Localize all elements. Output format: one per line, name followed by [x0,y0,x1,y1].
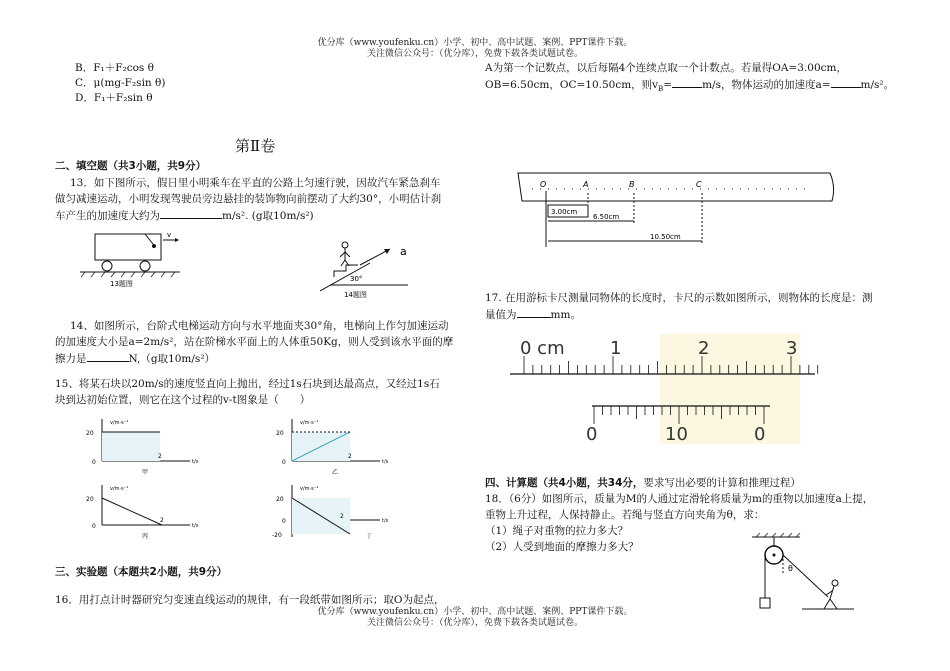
vt-x-label-bing: t/s [192,523,199,529]
header-line-1: 优分库（www.youfenku.cn）小学、初中、高中试题、案例、PPT课件下载。 [317,38,633,48]
q16-a-blank[interactable] [831,76,861,88]
footer-line-2: 关注微信公众号：（优分库），免费下载各类试题试卷。 [366,618,583,628]
vt-tick-0-yi: 0 [282,459,286,466]
q16-cont-line2 [485,76,894,97]
vt-y-label-ding: v/m·s⁻¹ [300,486,319,492]
vt-tick-0-bing: 0 [92,523,96,530]
d2-label: 6.50cm [593,213,620,221]
q14-line3-unit: N,（g取10m/s²） [128,353,216,365]
q13-line1: 13．如下图所示，假日里小明乘车在平直的公路上匀速行驶，因故汽车紧急刹车 [70,177,441,189]
tape-label-c: C [696,180,702,189]
vt-graph-bing [86,485,199,540]
theta-label: θ [788,564,793,573]
q16-cont-text-c: m/s，物体运动的加速度a= [702,79,831,91]
vt-name-yi: 乙 [332,469,339,476]
ceiling-hatch [756,533,800,537]
tape-outline [518,173,834,201]
q17-text-b: mm。 [550,309,581,321]
vernier-caliper [510,330,820,448]
q14-line2: 的加速度大小是a=2m/s²，站在阶梯水平面上的人体重50Kg，则人受到该水平面的摩 [55,336,454,348]
velocity-label: v [167,231,172,239]
weight-block [760,598,770,608]
tape-label-b: B [629,180,635,189]
escalator-incline [320,263,370,291]
accel-label: a [400,245,407,258]
q15-line2: 块到达初始位置，则它在这个过程的v-t图象是（ ） [55,394,311,406]
q16-cont-text-b: = [663,79,673,91]
man-head [832,580,838,586]
q14-line1: 14、如图所示，台阶式电梯运动方向与水平地面夹30°角，电梯向上作匀加速运动 [70,320,449,332]
q17-line1: 17. 在用游标卡尺测量同物体的长度时，卡尺的示数如图所示，则物体的长度是：测 [485,292,873,304]
q18-sub1: （1）绳子对重物的拉力多大？ [485,525,629,537]
q17-line2 [485,306,581,323]
vt-name-ding: 丁 [366,533,373,540]
main-label-0cm: 0 cm [520,338,565,359]
vernier-label-0b: 0 [754,424,766,445]
vt-x-label-yi: t/s [382,459,389,465]
volume-title: 第Ⅱ卷 [235,137,276,155]
vt-y-label-jia: v/m·s⁻¹ [110,420,129,426]
vernier-label-0: 0 [586,424,598,445]
q18-line1: 18．（6分）如图所示，质量为M的人通过定滑轮将质量为m的重物以加速度a上提， [485,493,874,505]
main-label-2: 2 [698,338,710,359]
truck-wheel-front [140,261,150,271]
section4-title: 四、计算题（共4小题，共34分， [485,477,644,489]
section3-title: 三、实验题（本题共2小题，共9分） [55,566,228,578]
vt-y-label-bing: v/m·s⁻¹ [110,486,129,492]
footer-line-1: 优分库（www.youfenku.cn）小学、初中、高中试题、案例、PPT课件下载。 [317,607,633,617]
q16-cont-text-a: OB=6.50cm，OC=10.50cm，则v [485,79,659,91]
vt-name-jia: 甲 [142,469,149,476]
truck-wheel-rear [102,261,112,271]
q16-vb-blank[interactable] [672,76,702,88]
ground-hatch [81,272,175,277]
main-label-1: 1 [610,338,622,359]
q18-line2: 重物上升过程，人保持静止。若绳与竖直方向夹角为θ，求： [485,509,765,521]
vt-name-bing: 丙 [142,533,149,540]
q13-answer-blank[interactable] [160,207,222,219]
vt-tick-2-bing: 2 [160,517,164,524]
ornament-bob [152,244,156,248]
q13-line2: 做匀减速运动，小明发现驾驶员旁边悬挂的装饰物向前摆动了大约30°，小明估计刹 [55,193,442,205]
q16-cont-text-d: m/s²。 [860,79,895,91]
vt-tick-2-jia: 2 [158,453,162,460]
section4-title-note: 要求写出必要的计算和推理过程） [643,477,801,489]
vt-tick-m20-ding: -20 [272,532,282,539]
main-label-3: 3 [786,338,798,359]
d1-label: 3.00cm [551,208,578,216]
vt-tick-2-yi: 2 [348,453,352,460]
q16-line1: 16．用打点计时器研究匀变速直线运动的规律，有一段纸带如图所示；取O为起点， [55,594,445,606]
q14-line3-text: 擦力是 [55,353,87,365]
pulley-axle [773,554,776,557]
vt-tick-20-jia: 20 [86,430,94,437]
vt-tick-2-ding: 2 [340,513,344,520]
truck-body [95,234,161,260]
q17-text-a: 量值为 [485,309,517,321]
option-d: D．F₁＋F₂sin θ [75,92,153,104]
fig14-caption: 14题图 [344,291,367,299]
rope-slanted [783,555,828,597]
figure-13 [75,228,190,290]
fig13-caption: 13题图 [110,280,133,288]
tape-label-a: A [583,180,589,189]
q13-line3-unit: m/s². (g取10m/s²) [222,210,314,222]
vt-graph-ding [272,485,389,540]
ornament-string [145,234,153,244]
vt-tick-0-jia: 0 [92,459,96,466]
vt-tick-20-bing: 20 [86,496,94,503]
vt-graph-jia [86,419,199,476]
vernier-label-10: 10 [665,424,688,445]
figure-14 [320,233,420,301]
q14-line3 [55,350,215,367]
vt-tick-20-yi: 20 [276,430,284,437]
q18-sub2: （2）人受到地面的摩擦力多大？ [485,541,639,553]
tape-label-o: O [540,180,547,189]
vt-x-label-jia: t/s [192,459,199,465]
vt-graphs [80,416,420,546]
vt-x-label-ding: t/s [382,518,389,524]
q13-line3 [55,207,314,224]
q13-line3-text: 车产生的加速度大约为 [55,210,160,222]
vb-subscript: B [658,85,664,94]
d3-label: 10.50cm [650,233,681,241]
q16-cont-line1: A为第一个记数点，以后每隔4个连续点取一个计数点。若量得OA=3.00cm， [485,62,847,74]
vt-tick-20-ding: 20 [276,496,284,503]
vt-tick-0-ding: 0 [282,518,286,525]
q14-answer-blank[interactable] [87,350,129,362]
section4-title-line [485,475,801,491]
vt-graph-yi [276,419,389,476]
q17-answer-blank[interactable] [517,306,551,318]
option-b: B．F₁＋F₂cos θ [75,62,154,74]
paper-tape-figure [510,165,850,260]
vt-y-label-yi: v/m·s⁻¹ [300,420,319,426]
velocity-arrowhead [175,238,179,242]
q15-line1: 15、将某石块以20m/s的速度竖直向上抛出，经过1s石块到达最高点，又经过1s石 [55,378,440,390]
figure-18 [742,533,857,613]
header-line-2: 关注微信公众号：（优分库），免费下载各类试题试卷。 [366,49,583,59]
option-c: C．μ(mg-F₂sin θ) [75,77,166,89]
section2-title: 二、填空题（共3小题，共9分） [55,160,207,172]
person-head [342,242,348,248]
angle-label: 30° [350,275,363,283]
